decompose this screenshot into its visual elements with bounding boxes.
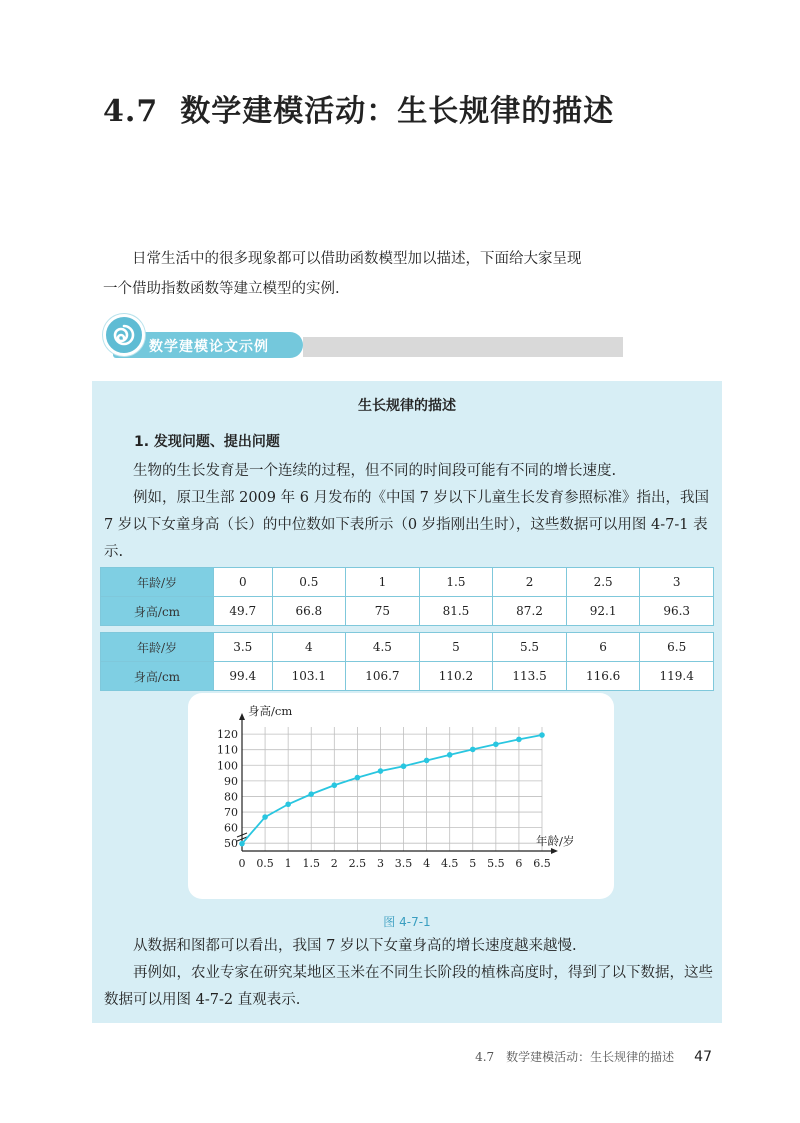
table-header-age: 年龄/岁 bbox=[101, 633, 214, 662]
data-point bbox=[447, 752, 453, 758]
panel-title: 生长规律的描述 bbox=[358, 398, 456, 414]
table-row bbox=[101, 662, 714, 691]
intro-line-1: 日常生活中的很多现象都可以借助函数模型加以描述，下面给大家呈现 bbox=[132, 251, 582, 267]
table-cell: 2 bbox=[493, 568, 567, 597]
figure-caption: 图 4-7-1 bbox=[383, 915, 431, 929]
example-banner bbox=[103, 314, 633, 360]
y-tick-label: 100 bbox=[217, 759, 238, 773]
table-cell: 87.2 bbox=[493, 597, 567, 626]
section-1-heading: 1. 发现问题、提出问题 bbox=[134, 434, 280, 450]
paragraph-growth: 生物的生长发育是一个连续的过程，但不同的时间段可能有不同的增长速度. bbox=[133, 463, 617, 479]
table-cell: 106.7 bbox=[346, 662, 420, 691]
data-point bbox=[401, 763, 407, 769]
height-line-chart bbox=[188, 693, 614, 899]
data-point bbox=[470, 747, 476, 753]
section-number: 4.7 bbox=[103, 94, 159, 129]
table-gap-cell bbox=[101, 626, 714, 633]
y-axis-label: 身高/cm bbox=[248, 704, 293, 718]
table-cell: 96.3 bbox=[640, 597, 714, 626]
table-cell: 110.2 bbox=[419, 662, 493, 691]
x-tick-label: 1.5 bbox=[302, 857, 320, 870]
table-cell: 3.5 bbox=[214, 633, 273, 662]
panel-text-bottom bbox=[104, 933, 714, 1014]
data-point bbox=[355, 775, 361, 781]
table-header-height: 身高/cm bbox=[101, 662, 214, 691]
table-cell: 66.8 bbox=[272, 597, 346, 626]
table-cell: 4.5 bbox=[346, 633, 420, 662]
table-cell: 92.1 bbox=[566, 597, 640, 626]
table-gap bbox=[101, 626, 714, 633]
x-tick-label: 0.5 bbox=[256, 857, 274, 870]
data-point bbox=[516, 737, 522, 743]
data-point bbox=[424, 758, 430, 764]
paragraph-example: 例如，原卫生部 2009 年 6 月发布的《中国 7 岁以下儿童生长发育参照标准》指出，我国 7 岁以下女童身高（长）的中位数如下表所示（0 岁指刚出生时），这些数据可以用图 4-7-1 表示. bbox=[104, 490, 710, 560]
table-row bbox=[101, 568, 714, 597]
spiral-logo-icon bbox=[103, 314, 145, 356]
table-cell: 3 bbox=[640, 568, 714, 597]
section-heading-text: 数学建模活动：生长规律的描述 bbox=[180, 94, 615, 129]
table-cell: 116.6 bbox=[566, 662, 640, 691]
page-number: 47 bbox=[694, 1049, 712, 1065]
table-cell: 75 bbox=[346, 597, 420, 626]
table-row bbox=[101, 633, 714, 662]
data-point bbox=[239, 841, 245, 847]
y-axis-arrow-icon bbox=[239, 713, 245, 720]
data-point bbox=[493, 741, 499, 747]
table-cell: 119.4 bbox=[640, 662, 714, 691]
table-cell: 6 bbox=[566, 633, 640, 662]
data-point bbox=[308, 791, 314, 797]
y-tick-label: 50 bbox=[224, 837, 238, 851]
paragraph-corn: 再例如，农业专家在研究某地区玉米在不同生长阶段的植株高度时，得到了以下数据，这些数据可以用图 4-7-2 直观表示. bbox=[104, 965, 713, 1008]
intro-paragraph bbox=[103, 244, 643, 304]
y-tick-label: 120 bbox=[217, 728, 238, 742]
height-table bbox=[100, 567, 714, 691]
banner-label: 数学建模论文示例 bbox=[149, 339, 269, 355]
chart-card bbox=[188, 693, 614, 899]
section-title bbox=[103, 86, 614, 130]
x-tick-label: 0 bbox=[238, 857, 246, 870]
x-tick-label: 6.5 bbox=[533, 857, 551, 870]
table-cell: 2.5 bbox=[566, 568, 640, 597]
data-point bbox=[262, 814, 268, 820]
table-cell: 49.7 bbox=[214, 597, 273, 626]
data-point bbox=[332, 782, 338, 788]
x-tick-label: 4.5 bbox=[440, 857, 459, 870]
x-axis-label: 年龄/岁 bbox=[536, 834, 575, 848]
x-tick-label: 6 bbox=[515, 857, 523, 870]
table-row bbox=[101, 597, 714, 626]
table-cell: 0 bbox=[214, 568, 273, 597]
x-tick-label: 3 bbox=[376, 857, 384, 870]
page-footer bbox=[475, 1048, 712, 1065]
y-tick-label: 80 bbox=[224, 790, 238, 804]
intro-line-2: 一个借助指数函数等建立模型的实例. bbox=[103, 281, 340, 297]
table-header-age: 年龄/岁 bbox=[101, 568, 214, 597]
table-cell: 0.5 bbox=[272, 568, 346, 597]
data-point bbox=[378, 768, 384, 774]
table-cell: 113.5 bbox=[493, 662, 567, 691]
data-point bbox=[285, 801, 291, 807]
y-tick-label: 110 bbox=[217, 743, 238, 757]
y-tick-label: 90 bbox=[224, 774, 238, 788]
table-cell: 5.5 bbox=[493, 633, 567, 662]
y-tick-label: 60 bbox=[224, 821, 238, 835]
running-head: 4.7 数学建模活动：生长规律的描述 bbox=[475, 1050, 675, 1064]
table-cell: 6.5 bbox=[640, 633, 714, 662]
paragraph-conclusion: 从数据和图都可以看出，我国 7 岁以下女童身高的增长速度越来越慢. bbox=[133, 938, 577, 954]
table-cell: 99.4 bbox=[214, 662, 273, 691]
table-cell: 81.5 bbox=[419, 597, 493, 626]
data-point bbox=[539, 732, 545, 738]
x-tick-label: 2 bbox=[330, 857, 338, 870]
table-cell: 103.1 bbox=[272, 662, 346, 691]
x-axis-arrow-icon bbox=[551, 848, 558, 854]
example-panel bbox=[92, 381, 722, 1023]
x-tick-label: 4 bbox=[423, 857, 431, 870]
x-tick-label: 5.5 bbox=[487, 857, 505, 870]
y-tick-label: 70 bbox=[224, 806, 238, 820]
table-cell: 1.5 bbox=[419, 568, 493, 597]
panel-text-top bbox=[104, 458, 714, 566]
x-tick-label: 1 bbox=[284, 857, 292, 870]
table-cell: 4 bbox=[272, 633, 346, 662]
table-cell: 1 bbox=[346, 568, 420, 597]
x-tick-label: 2.5 bbox=[348, 857, 367, 870]
x-tick-label: 3.5 bbox=[394, 857, 413, 870]
x-tick-label: 5 bbox=[469, 857, 477, 870]
table-cell: 5 bbox=[419, 633, 493, 662]
banner-bar bbox=[303, 337, 623, 357]
table-header-height: 身高/cm bbox=[101, 597, 214, 626]
